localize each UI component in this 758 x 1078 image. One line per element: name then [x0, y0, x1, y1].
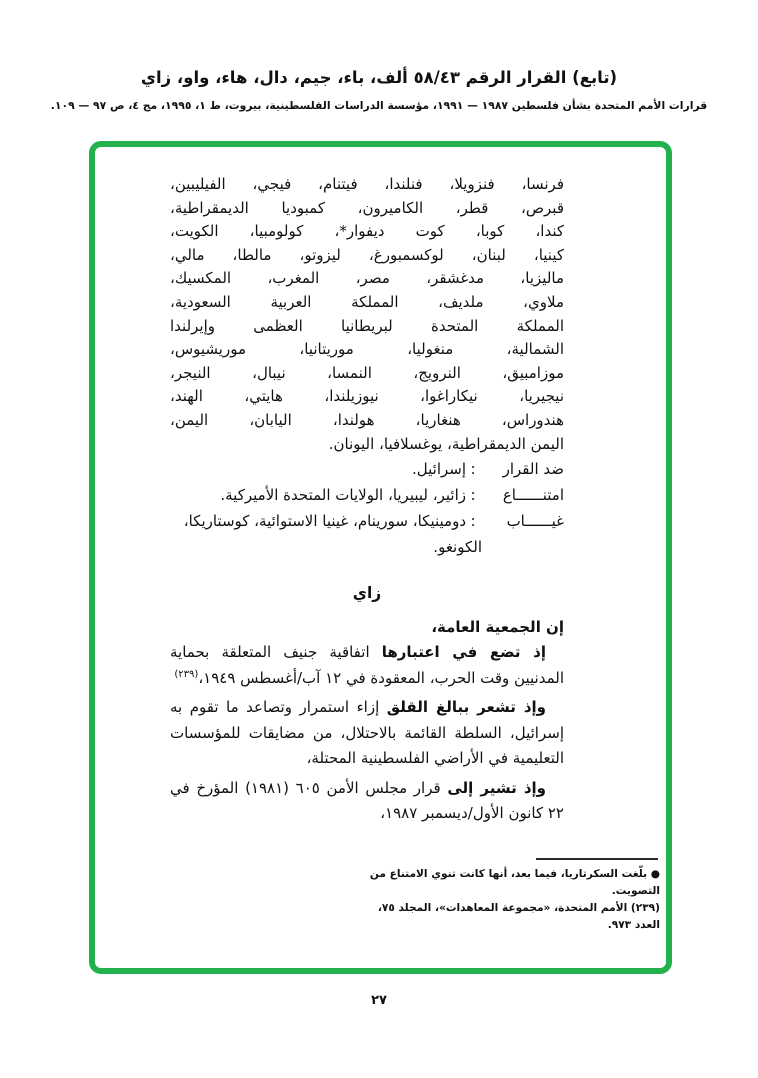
country-list-line: المملكة المتحدة لبريطانيا العظمى وإيرلندا	[170, 316, 564, 335]
preamble-intro: إن الجمعية العامة،	[431, 618, 564, 637]
paragraph-text: إزاء استمرار وتصاعد ما تقوم به إسرائيل، السلطة القائمة بالاحتلال، من مضايقات للمؤسسات التعليمية في الأراضي الفلسطينية المحتلة،	[170, 698, 564, 768]
footnote-list	[360, 866, 660, 934]
footnote-line: ● بلّغت السكرتاريا، فيما بعد، أنها كانت تنوي الامتناع من التصويت.	[369, 868, 660, 897]
vote-value	[170, 508, 482, 560]
country-list-line: موزامبيق، النرويج، النمسا، نيبال، النيجر،	[170, 363, 564, 382]
preamble-paragraph	[170, 640, 564, 691]
country-vote-list	[170, 173, 564, 456]
preamble-paragraph	[170, 776, 564, 827]
document-title: (تابع) القرار الرقم ٥٨/٤٣ ألف، باء، جيم، دال، هاء، واو، زاي	[140, 68, 618, 87]
vote-value	[170, 482, 466, 508]
vote-colon: :	[470, 460, 476, 479]
preamble-paragraph	[170, 695, 564, 772]
country-list-line: كينيا، لبنان، لوكسمبورغ، ليزوتو، مالطا، مالي،	[170, 245, 564, 264]
country-list-line: ماليزيا، مدغشقر، مصر، المغرب، المكسيك،	[170, 269, 564, 288]
vote-value-line: دومينيكا، سورينام، غينيا الاستوائية، كوستاريكا،	[183, 512, 466, 531]
page-header	[0, 68, 758, 112]
section-heading: زاي	[352, 584, 382, 603]
country-list-line: قبرص، قطر، الكاميرون، كمبوديا الديمقراطية،	[170, 198, 564, 217]
vote-value-line: إسرائيل.	[411, 460, 466, 479]
green-frame	[89, 141, 672, 974]
vote-value-continuation: الكونغو.	[433, 538, 482, 557]
vote-row	[170, 482, 564, 508]
vote-row	[170, 456, 564, 482]
country-list-line: اليمن الديمقراطية، يوغسلافيا، اليونان.	[328, 434, 564, 453]
country-list-line: الشمالية، منغوليا، موريتانيا، موريشيوس،	[170, 340, 564, 359]
paragraph-text: اتفاقية جنيف المتعلقة بحماية المدنيين وقت الحرب، المعقودة في ١٢ آب/أغسطس ١٩٤٩،	[170, 643, 564, 687]
footnote-reference: (٢٣٩)	[174, 668, 199, 680]
vote-label: ضد القرار	[502, 460, 564, 479]
vote-label: امتنــــــاع	[502, 486, 564, 505]
preamble-paragraphs	[170, 640, 564, 827]
vote-colon: :	[470, 512, 476, 531]
country-list-line: كندا، كوبا، كوت ديفوار*، كولومبيا، الكويت،	[170, 222, 564, 241]
country-list-line: ملاوي، ملديف، المملكة العربية السعودية،	[170, 292, 564, 311]
paragraph-text: قرار مجلس الأمن ٦٠٥ (١٩٨١) المؤرخ في ٢٢ كانون الأول/ديسمبر ١٩٨٧،	[170, 778, 564, 823]
document-subtitle: قرارات الأمم المتحدة بشأن فلسطين ١٩٨٧ — ١٩٩١، مؤسسة الدراسات الفلسطينية، بيروت، ط ١، ١٩٩٥، مج ٤، ص ٩٧ — ١٠٩.	[50, 99, 708, 112]
paragraph-lead: وإذ تشير إلى	[447, 778, 546, 797]
footnote-line: (٢٣٩) الأمم المتحدة، «مجموعة المعاهدات»، المجلد ٧٥، العدد ٩٧٣.	[377, 902, 660, 931]
country-list-line: نيجيريا، نيكاراغوا، نيوزيلندا، هايتي، الهند،	[170, 387, 564, 406]
footnotes	[360, 858, 660, 934]
vote-value-line: زائير، ليبيريا، الولايات المتحدة الأميركية.	[220, 486, 466, 505]
footnote-separator	[536, 858, 658, 860]
vote-results	[170, 456, 564, 560]
paragraph-lead: وإذ تشعر ببالغ القلق	[386, 698, 546, 717]
country-list-line: هندوراس، هنغاريا، هولندا، اليابان، اليمن،	[170, 410, 564, 429]
page-number: ٢٧	[371, 993, 387, 1008]
resolution-body	[170, 173, 564, 827]
paragraph-lead: إذ تضع في اعتبارها	[381, 643, 546, 662]
vote-label: غيــــــاب	[506, 512, 564, 531]
country-list-line: فرنسا، فنزويلا، فنلندا، فيتنام، فيجي، الفيليبين،	[170, 175, 564, 193]
vote-colon: :	[470, 486, 476, 505]
vote-row	[170, 508, 564, 560]
vote-value	[170, 456, 466, 482]
